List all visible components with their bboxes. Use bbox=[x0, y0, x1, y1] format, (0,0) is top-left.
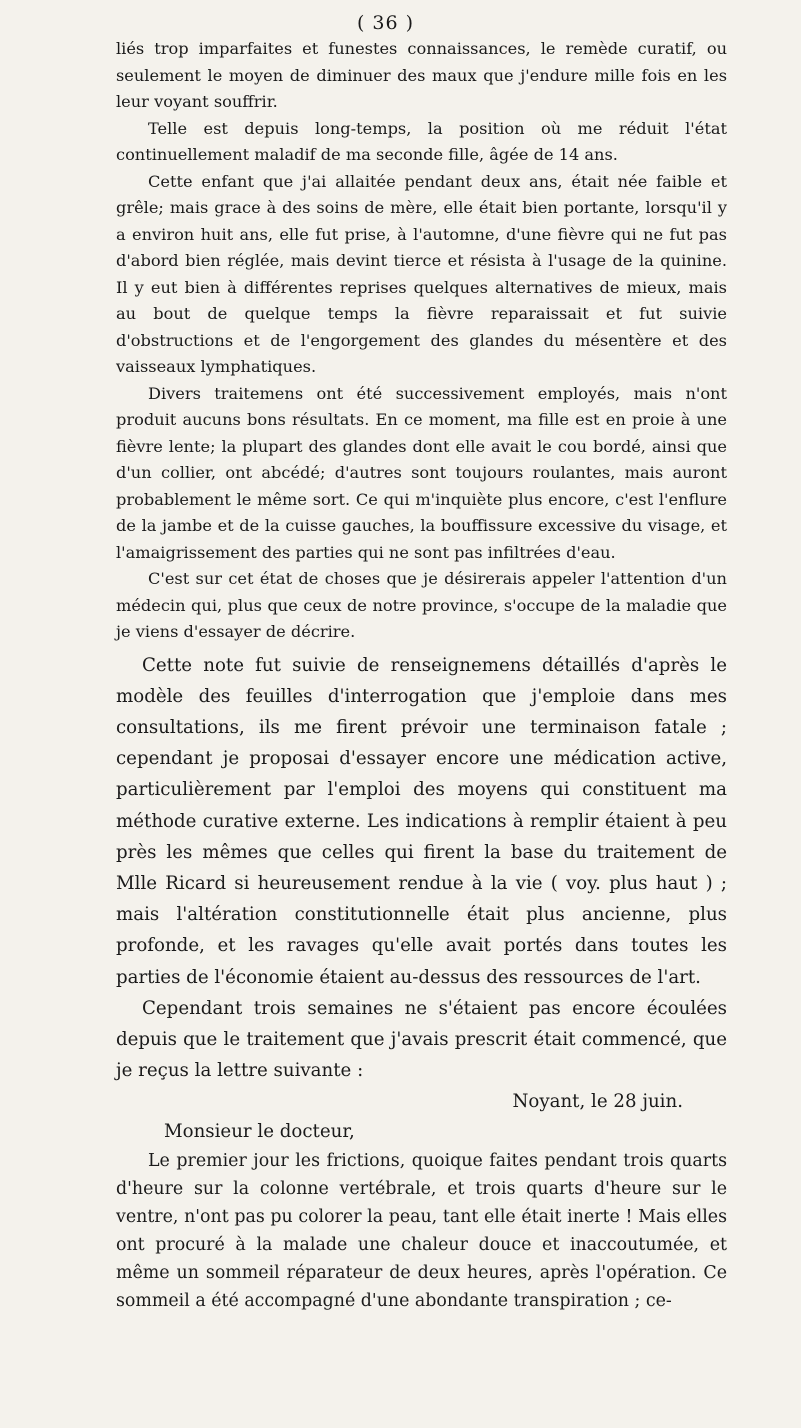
author-narrative bbox=[116, 650, 727, 1087]
letter-dateline: Noyant, le 28 juin. bbox=[512, 1091, 683, 1113]
narrative-paragraph: Cette note fut suivie de renseignemens détaillés d'après le modèle des feuilles d'interrogation que j'emploie dans mes consultations, ils me firent prévoir une terminaison fatale ; cependant je proposai d'essayer encore une médication active, particulièrement par l'emploi des moyens qui constituent ma méthode curative externe. Les indications à remplir étaient à peu près les mêmes que celles qui firent la base du traitement de Mlle Ricard si heureusement rendue à la vie ( voy. plus haut ) ; mais l'altération constitutionnelle était plus ancienne, plus profonde, et les ravages qu'elle avait portés dans toutes les parties de l'économie étaient au-dessus des ressources de l'art. bbox=[116, 654, 727, 988]
book-page bbox=[0, 12, 801, 1428]
letter-paragraph: liés trop imparfaites et funestes connaissances, le remède curatif, ou seulement le moyen de diminuer des maux que j'endure mille fois en les leur voyant souffrir. bbox=[116, 39, 727, 111]
second-letter-body bbox=[116, 1147, 727, 1315]
letter-paragraph: C'est sur cet état de choses que je désirerais appeler l'attention d'un médecin qui, plus que ceux de notre province, s'occupe de la maladie que je viens d'essayer de décrire. bbox=[116, 569, 727, 641]
letter-paragraph: Cette enfant que j'ai allaitée pendant deux ans, était née faible et grêle; mais grace à des soins de mère, elle était bien portante, lorsqu'il y a environ huit ans, elle fut prise, à l'automne, d'une fièvre qui ne fut pas d'abord bien réglée, mais devint tierce et résista à l'usage de la quinine. Il y eut bien à différentes reprises quelques alternatives de mieux, mais au bout de quelque temps la fièvre reparaissait et fut suivie d'obstructions et de l'engorgement des glandes du mésentère et des vaisseaux lymphatiques. bbox=[116, 171, 727, 376]
quoted-letter-continuation bbox=[116, 36, 727, 646]
letter-salutation: Monsieur le docteur, bbox=[164, 1121, 355, 1143]
narrative-paragraph: Cependant trois semaines ne s'étaient pas encore écoulées depuis que le traitement que j'avais prescrit était commencé, que je reçus la lettre suivante : bbox=[116, 997, 727, 1082]
letter-paragraph: Le premier jour les frictions, quoique faites pendant trois quarts d'heure sur la colonne vertébrale, et trois quarts d'heure sur le ventre, n'ont pas pu colorer la peau, tant elle était inerte ! Mais elles ont procuré à la malade une chaleur douce et inaccoutumée, et même un sommeil réparateur de deux heures, après l'opération. Ce sommeil a été accompagné d'une abondante transpiration ; ce- bbox=[116, 1151, 727, 1312]
letter-paragraph: Divers traitemens ont été successivement employés, mais n'ont produit aucuns bons résultats. En ce moment, ma fille est en proie à une fièvre lente; la plupart des glandes dont elle avait le cou bordé, ainsi que d'un collier, ont abcédé; d'autres sont toujours roulantes, mais auront probablement le même sort. Ce qui m'inquiète plus encore, c'est l'enflure de la jambe et de la cuisse gauches, la bouffissure excessive du visage, et l'amaigrissement des parties qui ne sont pas infiltrées d'eau. bbox=[116, 383, 727, 562]
page-number: ( 36 ) bbox=[356, 12, 415, 34]
letter-paragraph: Telle est depuis long-temps, la position où me réduit l'état continuellement maladif de ma seconde fille, âgée de 14 ans. bbox=[116, 118, 727, 164]
